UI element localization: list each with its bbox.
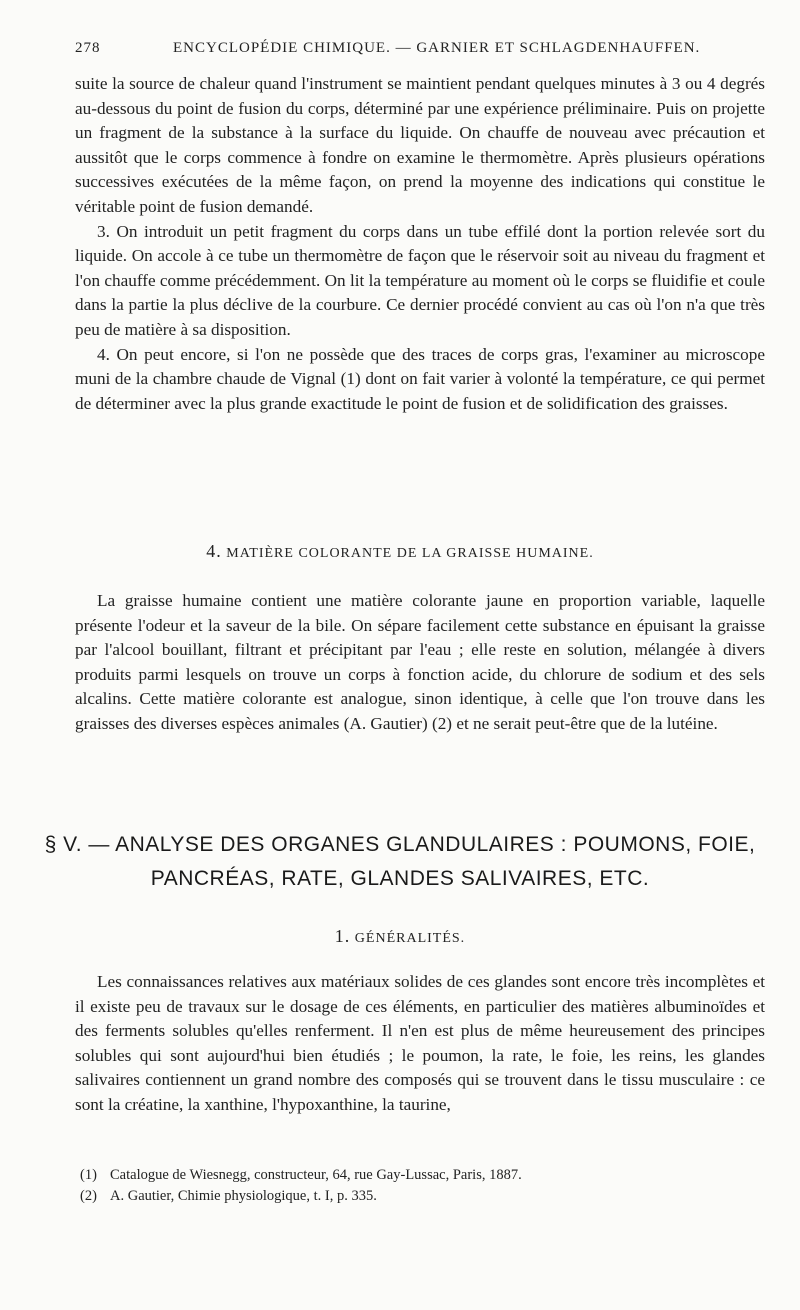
paragraph-continuation: suite la source de chaleur quand l'instrument se maintient pendant quelques minutes à 3 ou 4 degrés au-dessous du point de fusion du corps, déterminé par une expérience préliminaire. Puis on projette un fragment de la substance à la surface du liquide. On chauffe de nouveau avec précaution et aussitôt que le corps commence à fondre on examine le thermomètre. Après plusieurs opérations successives exécutées de la même façon, on prend la moyenne des indications qui constitue le véritable point de fusion demandé. [75,74,765,216]
subheading-number: 1. [334,926,351,946]
paragraph-graisse: La graisse humaine contient une matière colorante jaune en proportion variable, laquelle présente l'odeur et la saveur de la bile. On sépare facilement cette substance en épuisant la graisse par l'alcool bouillant, filtrant et précipitant par l'eau ; elle reste en solution, mélangée à divers produits parmi lesquels on trouve un corps à fonction acide, du chlorure de sodium et des sels alcalins. Cette matière colorante est analogue, sinon identique, à celle que l'on trouve dans les graisses des diverses espèces animales (A. Gautier) (2) et ne serait peut-être que de la lutéine. [75,591,765,733]
footnote-label: (1) [80,1167,97,1183]
footnote-text: Catalogue de Wiesnegg, constructeur, 64, rue Gay-Lussac, Paris, 1887. [110,1167,522,1183]
footnote-text: A. Gautier, Chimie physiologique, t. I, p. 335. [110,1188,377,1204]
paragraph-generalites: Les connaissances relatives aux matériaux solides de ces glandes sont encore très incomplètes et il existe peu de travaux sur le dosage de ces éléments, en particulier des matières albuminoïdes et des ferments solubles qu'elles renferment. Il n'en est plus de même heureusement des principes solubles qui sont aujourd'hui bien étudiés ; le poumon, la rate, le foie, les reins, les glandes salivaires contiennent un grand nombre des composés qui se trouvent dans le tissu musculaire : ce sont la créatine, la xanthine, l'hypoxanthine, la taurine, [75,972,765,1114]
footnote-1 [80,1165,770,1186]
subheading-generalites [0,926,800,947]
body-text-graisse [75,589,765,737]
subheading-matiere-colorante [0,541,800,562]
body-text-generalites [75,970,765,1118]
subheading-text: GÉNÉRALITÉS. [354,931,466,946]
section-title-line-2: PANCRÉAS, RATE, GLANDES SALIVAIRES, ETC. [150,867,650,890]
running-header [75,40,765,64]
footnote-label: (2) [80,1188,97,1204]
footnotes [80,1165,770,1207]
body-text-top [75,72,765,416]
paragraph-method-4: 4. On peut encore, si l'on ne possède que des traces de corps gras, l'examiner au microscope muni de la chambre chaude de Vignal (1) dont on fait varier à volonté la température, ce qui permet de déterminer avec la plus grande exactitude le point de fusion et de solidification des graisses. [75,344,765,413]
page-number: 278 [75,40,101,56]
footnote-2 [80,1186,770,1207]
subheading-text: MATIÈRE COLORANTE DE LA GRAISSE HUMAINE. [226,546,594,561]
subheading-number: 4. [206,541,222,561]
section-title-line-1: § V. — ANALYSE DES ORGANES GLANDULAIRES : POUMONS, FOIE, [44,833,756,856]
section-title [0,828,800,896]
paragraph-method-3: 3. On introduit un petit fragment du corps dans un tube effilé dont la portion relevée sort du liquide. On accole à ce tube un thermomètre de façon que le réservoir soit au niveau du fragment et l'on chauffe comme précédemment. On lit la température au moment où le corps se fluidifie et coule dans la partie la plus déclive de la courbure. Ce dernier procédé convient au cas où l'on n'a que très peu de matière à sa disposition. [75,221,765,339]
running-title: ENCYCLOPÉDIE CHIMIQUE. — GARNIER ET SCHLAGDENHAUFFEN. [173,40,701,56]
